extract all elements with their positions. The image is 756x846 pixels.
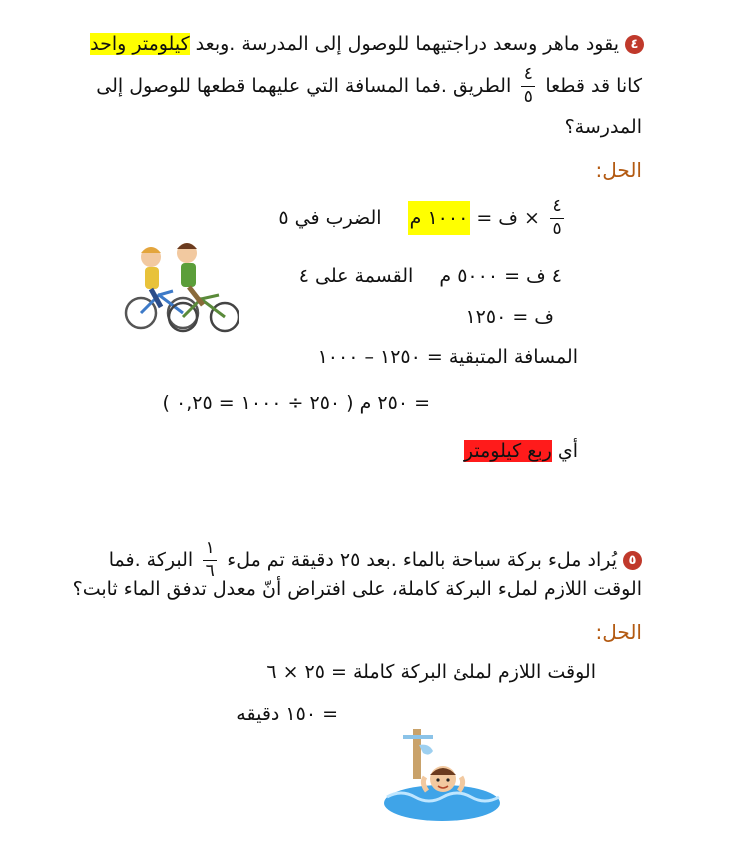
sol4-eq1-mid: × ف = (476, 206, 540, 229)
question-number-badge: ٤ (625, 35, 644, 54)
question-number-badge: ٥ (623, 551, 642, 570)
q4-line1 (90, 35, 644, 54)
fraction-numerator: ٤ (552, 196, 562, 216)
sol4-eq3: ف = ١٢٥٠ (465, 306, 554, 328)
q5-line1-start: يُراد ملء بركة سباحة بالماء .بعد ٢٥ دقيقة تم ملء (227, 548, 617, 571)
sol4-eq4: المسافة المتبقية = ١٢٥٠ – ١٠٠٠ (317, 346, 578, 368)
boys-cycling-illustration (121, 225, 239, 335)
q4-highlight-km: كيلومتر واحد (90, 33, 190, 55)
q4-line2 (96, 66, 642, 107)
sol4-eq2-text: ٤ ف = ٥٠٠٠ م (439, 265, 562, 287)
q4-line2-start: كانا قد قطعا (545, 74, 642, 97)
sol4-eq1-highlight: ١٠٠٠ م (408, 201, 471, 235)
sol4-eq2 (299, 265, 562, 287)
sol4-eq1-note: الضرب في ٥ (278, 206, 382, 229)
solution-label: الحل: (595, 158, 642, 182)
sol5-eq1: الوقت اللازم لملئ البركة كاملة = ٢٥ × ٦ (266, 661, 596, 683)
fraction-denominator: ٥ (552, 218, 562, 239)
sol4-answer (464, 440, 578, 462)
fraction-denominator: ٦ (205, 560, 215, 581)
sol4-fraction (550, 198, 564, 239)
sol4-eq2-note: القسمة على ٤ (298, 265, 414, 287)
q5-line1 (109, 540, 642, 581)
fraction-numerator: ٤ (523, 64, 533, 84)
q4-line2-end: الطريق .فما المسافة التي عليهما قطعها للوصول إلى (96, 74, 512, 97)
q4-fraction (521, 66, 535, 107)
q4-line1-text: يقود ماهر وسعد دراجتيهما للوصول إلى المدرسة .وبعد (189, 33, 619, 55)
q5-line1-end: البركة .فما (108, 548, 194, 571)
sol4-answer-prefix: أي (557, 440, 578, 462)
solution-label: الحل: (595, 620, 642, 644)
q4-line3: المدرسة؟ (564, 116, 642, 138)
child-swimming-illustration (383, 727, 501, 823)
q5-fraction (203, 540, 217, 581)
sol4-eq1 (278, 198, 568, 239)
sol4-eq5: = ٢٥٠ م ( ٢٥٠ ÷ ١٠٠٠ = ٠,٢٥ ) (162, 392, 430, 414)
q5-line2: الوقت اللازم لملء البركة كاملة، على افتراض أنّ معدل تدفق الماء ثابت؟ (72, 578, 642, 600)
fraction-numerator: ١ (205, 538, 215, 558)
fraction-denominator: ٥ (523, 86, 533, 107)
sol5-eq2: = ١٥٠ دقيقه (236, 703, 338, 725)
sol4-answer-highlight: ربع كيلومتر (463, 440, 552, 462)
